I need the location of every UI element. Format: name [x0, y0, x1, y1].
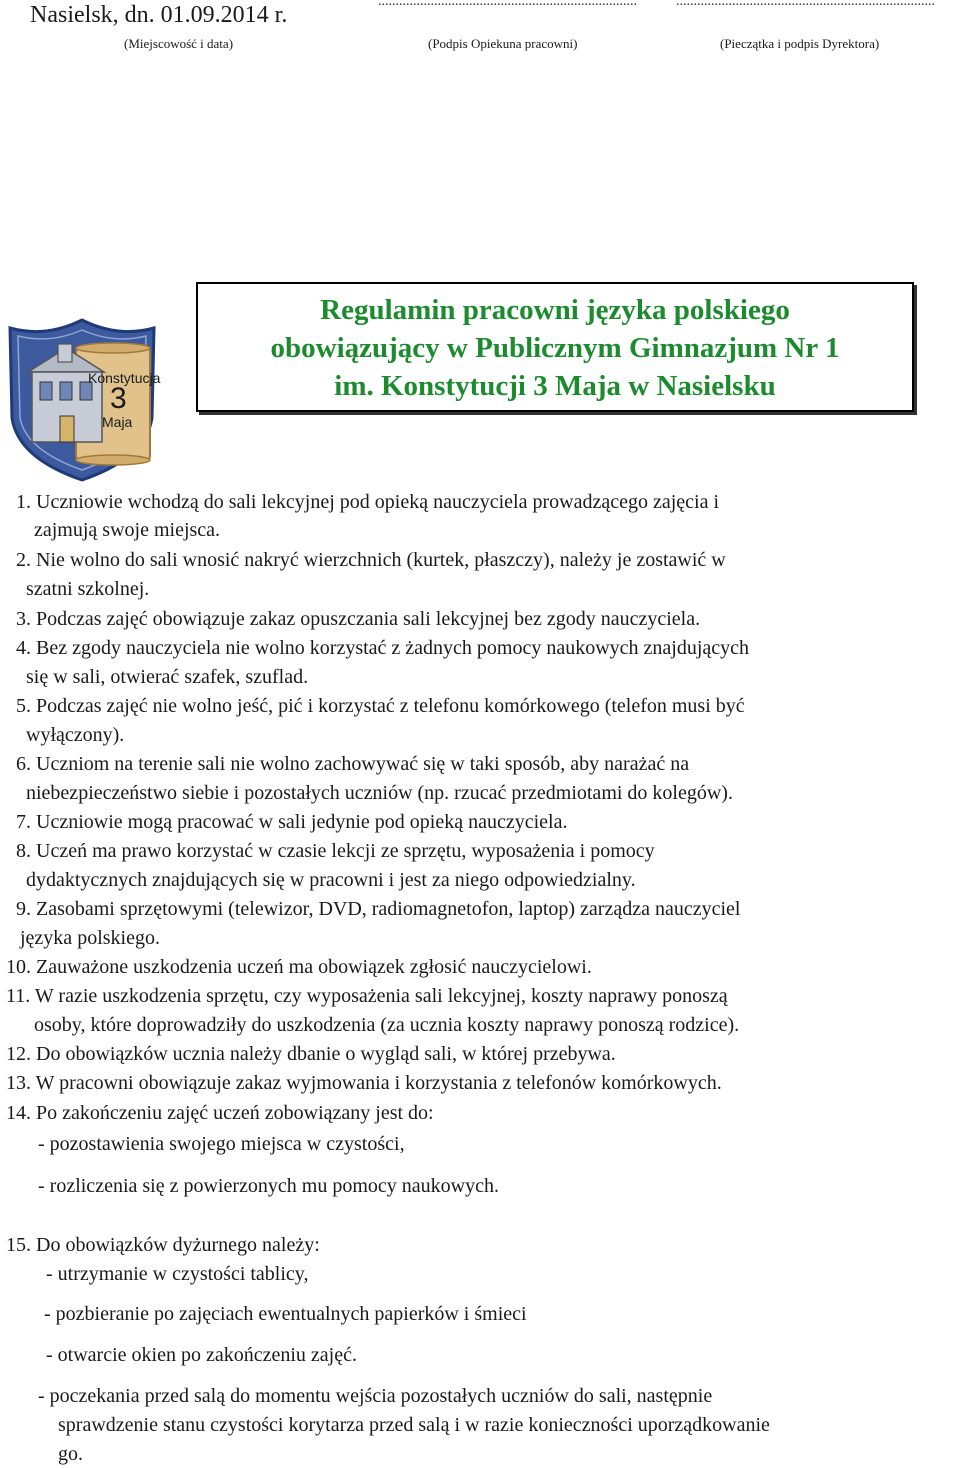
rule-14-line-1: 14. Po zakończeniu zajęć uczeń zobowiązany jest do: [6, 1102, 434, 1124]
rule-1-line-2: zajmują swoje miejsca. [34, 519, 221, 541]
title-box [196, 282, 914, 412]
rule-3-line-1: 3. Podczas zajęć obowiązuje zakaz opuszczania sali lekcyjnej bez zgody nauczyciela. [16, 608, 701, 630]
logo-text-3: 3 [110, 382, 127, 415]
rule-9-line-1: 9. Zasobami sprzętowymi (telewizor, DVD, radiomagnetofon, laptop) zarządza nauczyciel [16, 898, 741, 920]
director-caption: (Pieczątka i podpis Dyrektora) [720, 36, 880, 51]
place-date: Nasielsk, dn. 01.09.2014 r. [30, 2, 288, 28]
rule-2-line-1: 2. Nie wolno do sali wnosić nakryć wierzchnich (kurtek, płaszczy), należy je zostawić w [16, 549, 726, 571]
rule-12-line-1: 12. Do obowiązków ucznia należy dbanie o wygląd sali, w której przebywa. [6, 1043, 616, 1065]
rule-7-line-1: 7. Uczniowie mogą pracować w sali jedynie pod opieką nauczyciela. [16, 811, 568, 833]
rule-5-line-2: wyłączony). [26, 724, 125, 746]
teacher-caption: (Podpis Opiekuna pracowni) [428, 36, 578, 51]
rule-5-line-1: 5. Podczas zajęć nie wolno jeść, pić i korzystać z telefonu komórkowego (telefon musi być [16, 695, 745, 717]
rule-11-line-2: osoby, które doprowadziły do uszkodzenia (za ucznia koszty naprawy ponoszą rodzice). [34, 1014, 740, 1036]
title-line-2: obowiązujący w Publicznym Gimnazjum Nr 1 [270, 332, 840, 364]
logo-text-konstytucja: Konstytucja [88, 370, 161, 386]
teacher-signature-line: .......................................................................... [378, 0, 637, 9]
rule-4-line-1: 4. Bez zgody nauczyciela nie wolno korzystać z żadnych pomocy naukowych znajdujących [16, 637, 750, 659]
rule-15-item-4-line-3: go. [58, 1443, 83, 1465]
rule-1-line-1: 1. Uczniowie wchodzą do sali lekcyjnej pod opieką nauczyciela prowadzącego zajęcia i [16, 491, 720, 513]
rule-8-line-1: 8. Uczeń ma prawo korzystać w czasie lekcji ze sprzętu, wyposażenia i pomocy [16, 840, 655, 862]
rule-14-item-2: - rozliczenia się z powierzonych mu pomocy naukowych. [38, 1175, 499, 1197]
place-caption: (Miejscowość i data) [124, 36, 234, 51]
title-line-1: Regulamin pracowni języka polskiego [320, 294, 790, 326]
director-signature-line: .......................................................................... [676, 0, 935, 9]
rule-8-line-2: dydaktycznych znajdujących się w pracowni i jest za niego odpowiedzialny. [26, 869, 636, 891]
rule-15-item-4-line-1: - poczekania przed salą do momentu wejścia pozostałych uczniów do sali, następnie [38, 1385, 713, 1407]
school-logo [6, 318, 161, 482]
rule-15-item-4-line-2: sprawdzenie stanu czystości korytarza przed salą i w razie konieczności uporządkowanie [58, 1414, 770, 1436]
logo-text-maja: Maja [102, 414, 133, 430]
rule-15-item-3: - otwarcie okien po zakończeniu zajęć. [46, 1344, 357, 1366]
rule-11-line-1: 11. W razie uszkodzenia sprzętu, czy wyposażenia sali lekcyjnej, koszty naprawy ponoszą [6, 985, 728, 1007]
rule-6-line-2: niebezpieczeństwo siebie i pozostałych uczniów (np. rzucać przedmiotami do kolegów). [26, 782, 733, 804]
rule-6-line-1: 6. Uczniom na terenie sali nie wolno zachowywać się w taki sposób, aby narażać na [16, 753, 690, 775]
rule-14-item-1: - pozostawienia swojego miejsca w czystości, [38, 1133, 405, 1155]
rule-13-line-1: 13. W pracowni obowiązuje zakaz wyjmowania i korzystania z telefonów komórkowych. [6, 1072, 722, 1094]
title-line-3: im. Konstytucji 3 Maja w Nasielsku [334, 370, 776, 402]
rule-10-line-1: 10. Zauważone uszkodzenia uczeń ma obowiązek zgłosić nauczycielowi. [6, 956, 592, 978]
rule-4-line-2: się w sali, otwierać szafek, szuflad. [26, 666, 309, 688]
rule-15-item-1: - utrzymanie w czystości tablicy, [46, 1263, 309, 1285]
rule-2-line-2: szatni szkolnej. [26, 578, 150, 600]
rule-9-line-2: języka polskiego. [20, 927, 160, 949]
rule-15-item-2: - pozbieranie po zajęciach ewentualnych papierków i śmieci [44, 1303, 527, 1325]
rule-15-line-1: 15. Do obowiązków dyżurnego należy: [6, 1234, 320, 1256]
